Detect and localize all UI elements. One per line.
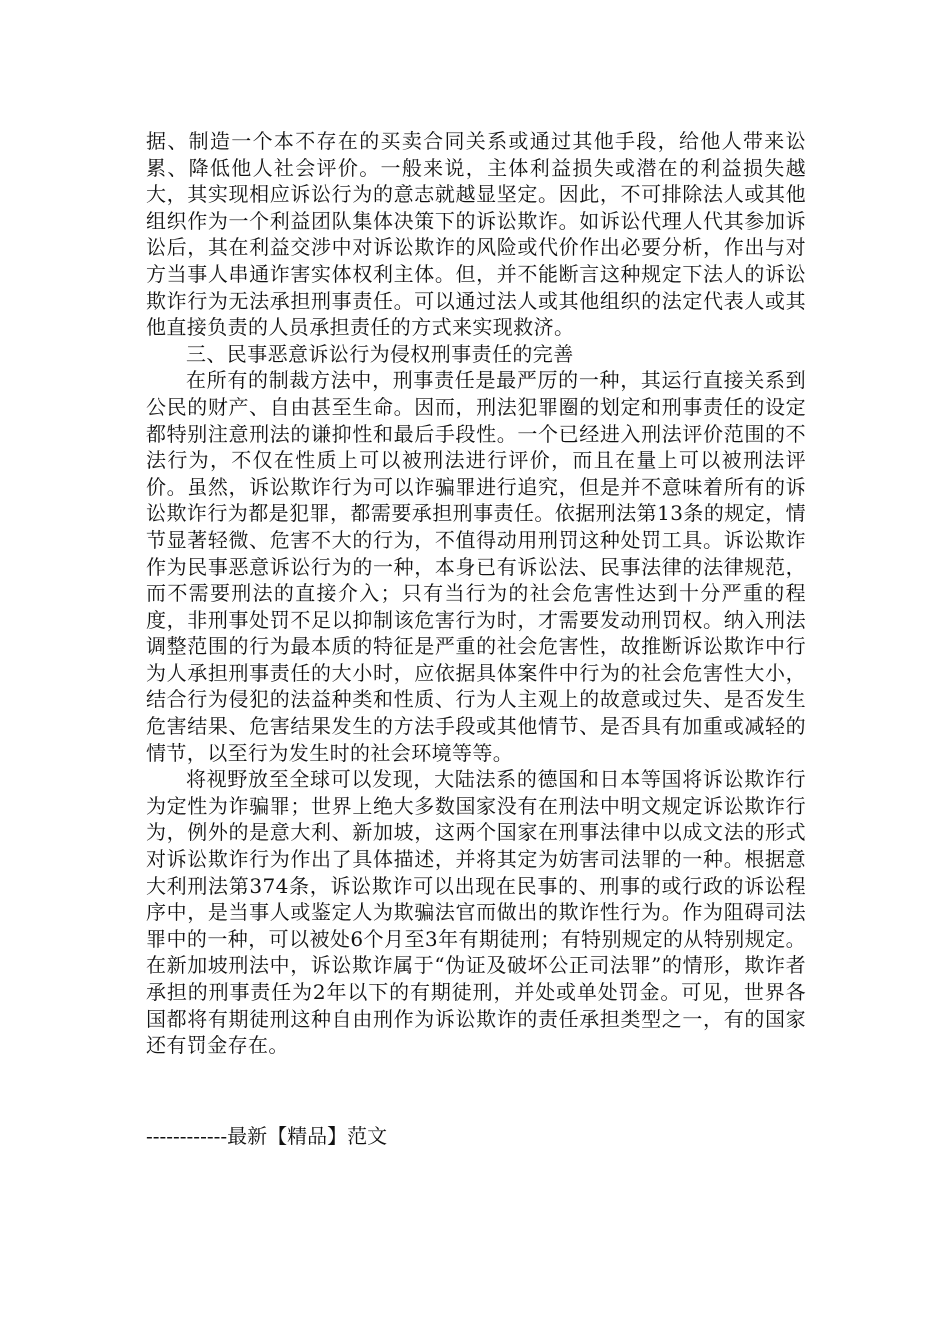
- paragraph-continuation: 据、制造一个本不存在的买卖合同关系或通过其他手段，给他人带来讼累、降低他人社会评价。一般来说，主体利益损失或潜在的利益损失越大，其实现相应诉讼行为的意志就越显坚定。因此，不可排除法人或其他组织作为一个利益团队集体决策下的诉讼欺诈。如诉讼代理人代其参加诉讼后，其在利益交涉中对诉讼欺诈的风险或代价作出必要分析，作出与对方当事人串通诈害实体权利主体。但，并不能断言这种规定下法人的诉讼欺诈行为无法承担刑事责任。可以通过法人或其他组织的法定代表人或其他直接负责的人员承担责任的方式来实现救济。: [146, 129, 806, 340]
- paragraph-global-perspective: 将视野放至全球可以发现，大陆法系的德国和日本等国将诉讼欺诈行为定性为诈骗罪；世界上绝大多数国家没有在刑法中明文规定诉讼欺诈行为，例外的是意大利、新加坡，这两个国家在刑事法律中以成文法的形式对诉讼欺诈行为作出了具体描述，并将其定为妨害司法罪的一种。根据意大利刑法第374条，诉讼欺诈可以出现在民事的、刑事的或行政的诉讼程序中，是当事人或鉴定人为欺骗法官而做出的欺诈性行为。作为阻碍司法罪中的一种，可以被处6个月至3年有期徒刑；有特别规定的从特别规定。在新加坡刑法中，诉讼欺诈属于“伪证及破坏公正司法罪”的情形，欺诈者承担的刑事责任为2年以下的有期徒刑，并处或单处罚金。可见，世界各国都将有期徒刑这种自由刑作为诉讼欺诈的责任承担类型之一，有的国家还有罚金存在。: [146, 767, 806, 1058]
- footer-text: ------------最新【精品】范文: [146, 1124, 388, 1148]
- document-body: [146, 128, 806, 1059]
- section-heading: 三、民事恶意诉讼行为侵权刑事责任的完善: [186, 341, 574, 366]
- paragraph-criminal-liability: 在所有的制裁方法中，刑事责任是最严厉的一种，其运行直接关系到公民的财产、自由甚至生命。因而，刑法犯罪圈的划定和刑事责任的设定都特别注意刑法的谦抑性和最后手段性。一个已经进入刑法评价范围的不法行为，不仅在性质上可以被刑法进行评价，而且在量上可以被刑法评价。虽然，诉讼欺诈行为可以诈骗罪进行追究，但是并不意味着所有的诉讼欺诈行为都是犯罪，都需要承担刑事责任。依据刑法第13条的规定，情节显著轻微、危害不大的行为，不值得动用刑罚这种处罚工具。诉讼欺诈作为民事恶意诉讼行为的一种，本身已有诉讼法、民事法律的法律规范，而不需要刑法的直接介入；只有当行为的社会危害性达到十分严重的程度，非刑事处罚不足以抑制该危害行为时，才需要发动刑罚权。纳入刑法调整范围的行为最本质的特征是严重的社会危害性，故推断诉讼欺诈中行为人承担刑事责任的大小时，应依据具体案件中行为的社会危害性大小，结合行为侵犯的法益种类和性质、行为人主观上的故意或过失、是否发生危害结果、危害结果发生的方法手段或其他情节、是否具有加重或减轻的情节，以至行为发生时的社会环境等等。: [146, 368, 806, 765]
